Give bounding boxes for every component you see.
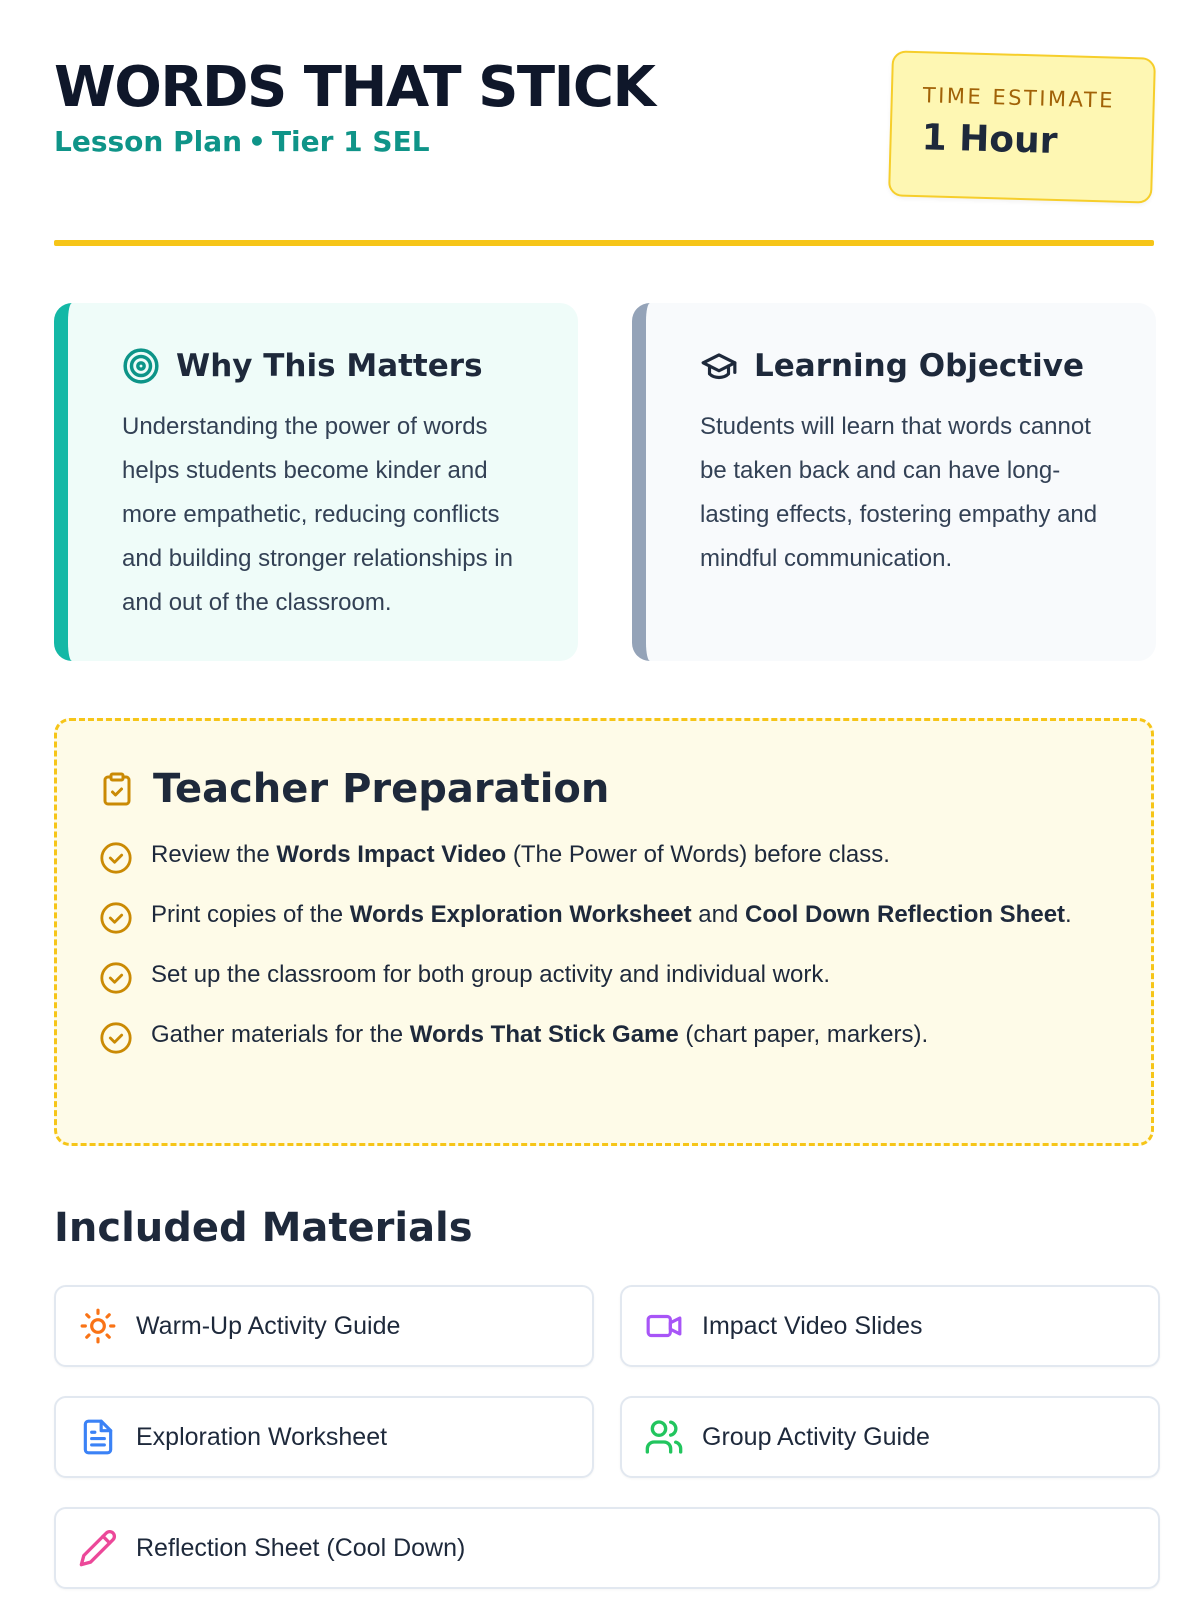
prep-item: [99, 835, 1111, 875]
prep-item: [99, 1015, 1111, 1055]
video-camera-icon: [644, 1306, 684, 1346]
material-group-activity-guide[interactable]: [620, 1396, 1160, 1478]
material-reflection-sheet[interactable]: [54, 1507, 1160, 1589]
graduation-cap-icon: [700, 347, 738, 385]
material-warm-up-guide[interactable]: [54, 1285, 594, 1367]
target-icon: [122, 347, 160, 385]
subtitle-separator: •: [248, 125, 266, 158]
prep-item-text: Print copies of the Words Exploration Worksheet and Cool Down Reflection Sheet.: [151, 901, 1072, 928]
sun-icon: [78, 1306, 118, 1346]
material-label: Reflection Sheet (Cool Down): [136, 1533, 466, 1562]
prep-item-text: Gather materials for the Words That Stick Game (chart paper, markers).: [151, 1021, 929, 1048]
material-label: Group Activity Guide: [702, 1422, 930, 1451]
why-card-title: Why This Matters: [176, 348, 483, 384]
check-circle-icon: [99, 901, 133, 935]
prep-item: [99, 895, 1111, 935]
included-materials-title: Included Materials: [54, 1205, 473, 1251]
check-circle-icon: [99, 961, 133, 995]
why-card-body: Understanding the power of words helps students become kinder and more empathetic, reducing conflicts and building stronger relationships in and out of the classroom.: [122, 413, 513, 616]
users-icon: [644, 1417, 684, 1457]
why-this-matters-card: [54, 303, 578, 661]
subtitle-lesson-plan: Lesson Plan: [54, 125, 243, 158]
prep-item-text: Set up the classroom for both group activity and individual work.: [151, 961, 831, 988]
subtitle-tier: Tier 1 SEL: [271, 125, 430, 158]
objective-card-header: [700, 341, 1120, 391]
material-label: Exploration Worksheet: [136, 1422, 388, 1451]
check-circle-icon: [99, 841, 133, 875]
page-title: WORDS THAT STICK: [54, 55, 655, 120]
teacher-preparation-section: [54, 718, 1154, 1146]
learning-objective-card: [632, 303, 1156, 661]
pencil-icon: [78, 1528, 118, 1568]
prep-title: Teacher Preparation: [153, 766, 610, 812]
prep-item: [99, 955, 1111, 995]
prep-checklist: [99, 835, 1111, 1055]
clipboard-check-icon: [99, 769, 137, 809]
prep-item-text: Review the Words Impact Video (The Power of Words) before class.: [151, 841, 890, 868]
material-exploration-worksheet[interactable]: [54, 1396, 594, 1478]
header-divider: [54, 240, 1154, 246]
material-label: Impact Video Slides: [702, 1311, 923, 1340]
material-impact-video-slides[interactable]: [620, 1285, 1160, 1367]
document-icon: [78, 1417, 118, 1457]
time-estimate-label: TIME ESTIMATE: [922, 83, 1116, 113]
objective-card-body: Students will learn that words cannot be taken back and can have long-lasting effects, fostering empathy and mindful communication.: [700, 413, 1098, 572]
material-label: Warm-Up Activity Guide: [136, 1311, 401, 1340]
why-card-header: [122, 341, 542, 391]
time-estimate-badge: [888, 50, 1156, 203]
time-estimate-value: 1 Hour: [921, 117, 1059, 162]
prep-header: [99, 761, 1111, 817]
check-circle-icon: [99, 1021, 133, 1055]
objective-card-title: Learning Objective: [754, 348, 1084, 384]
